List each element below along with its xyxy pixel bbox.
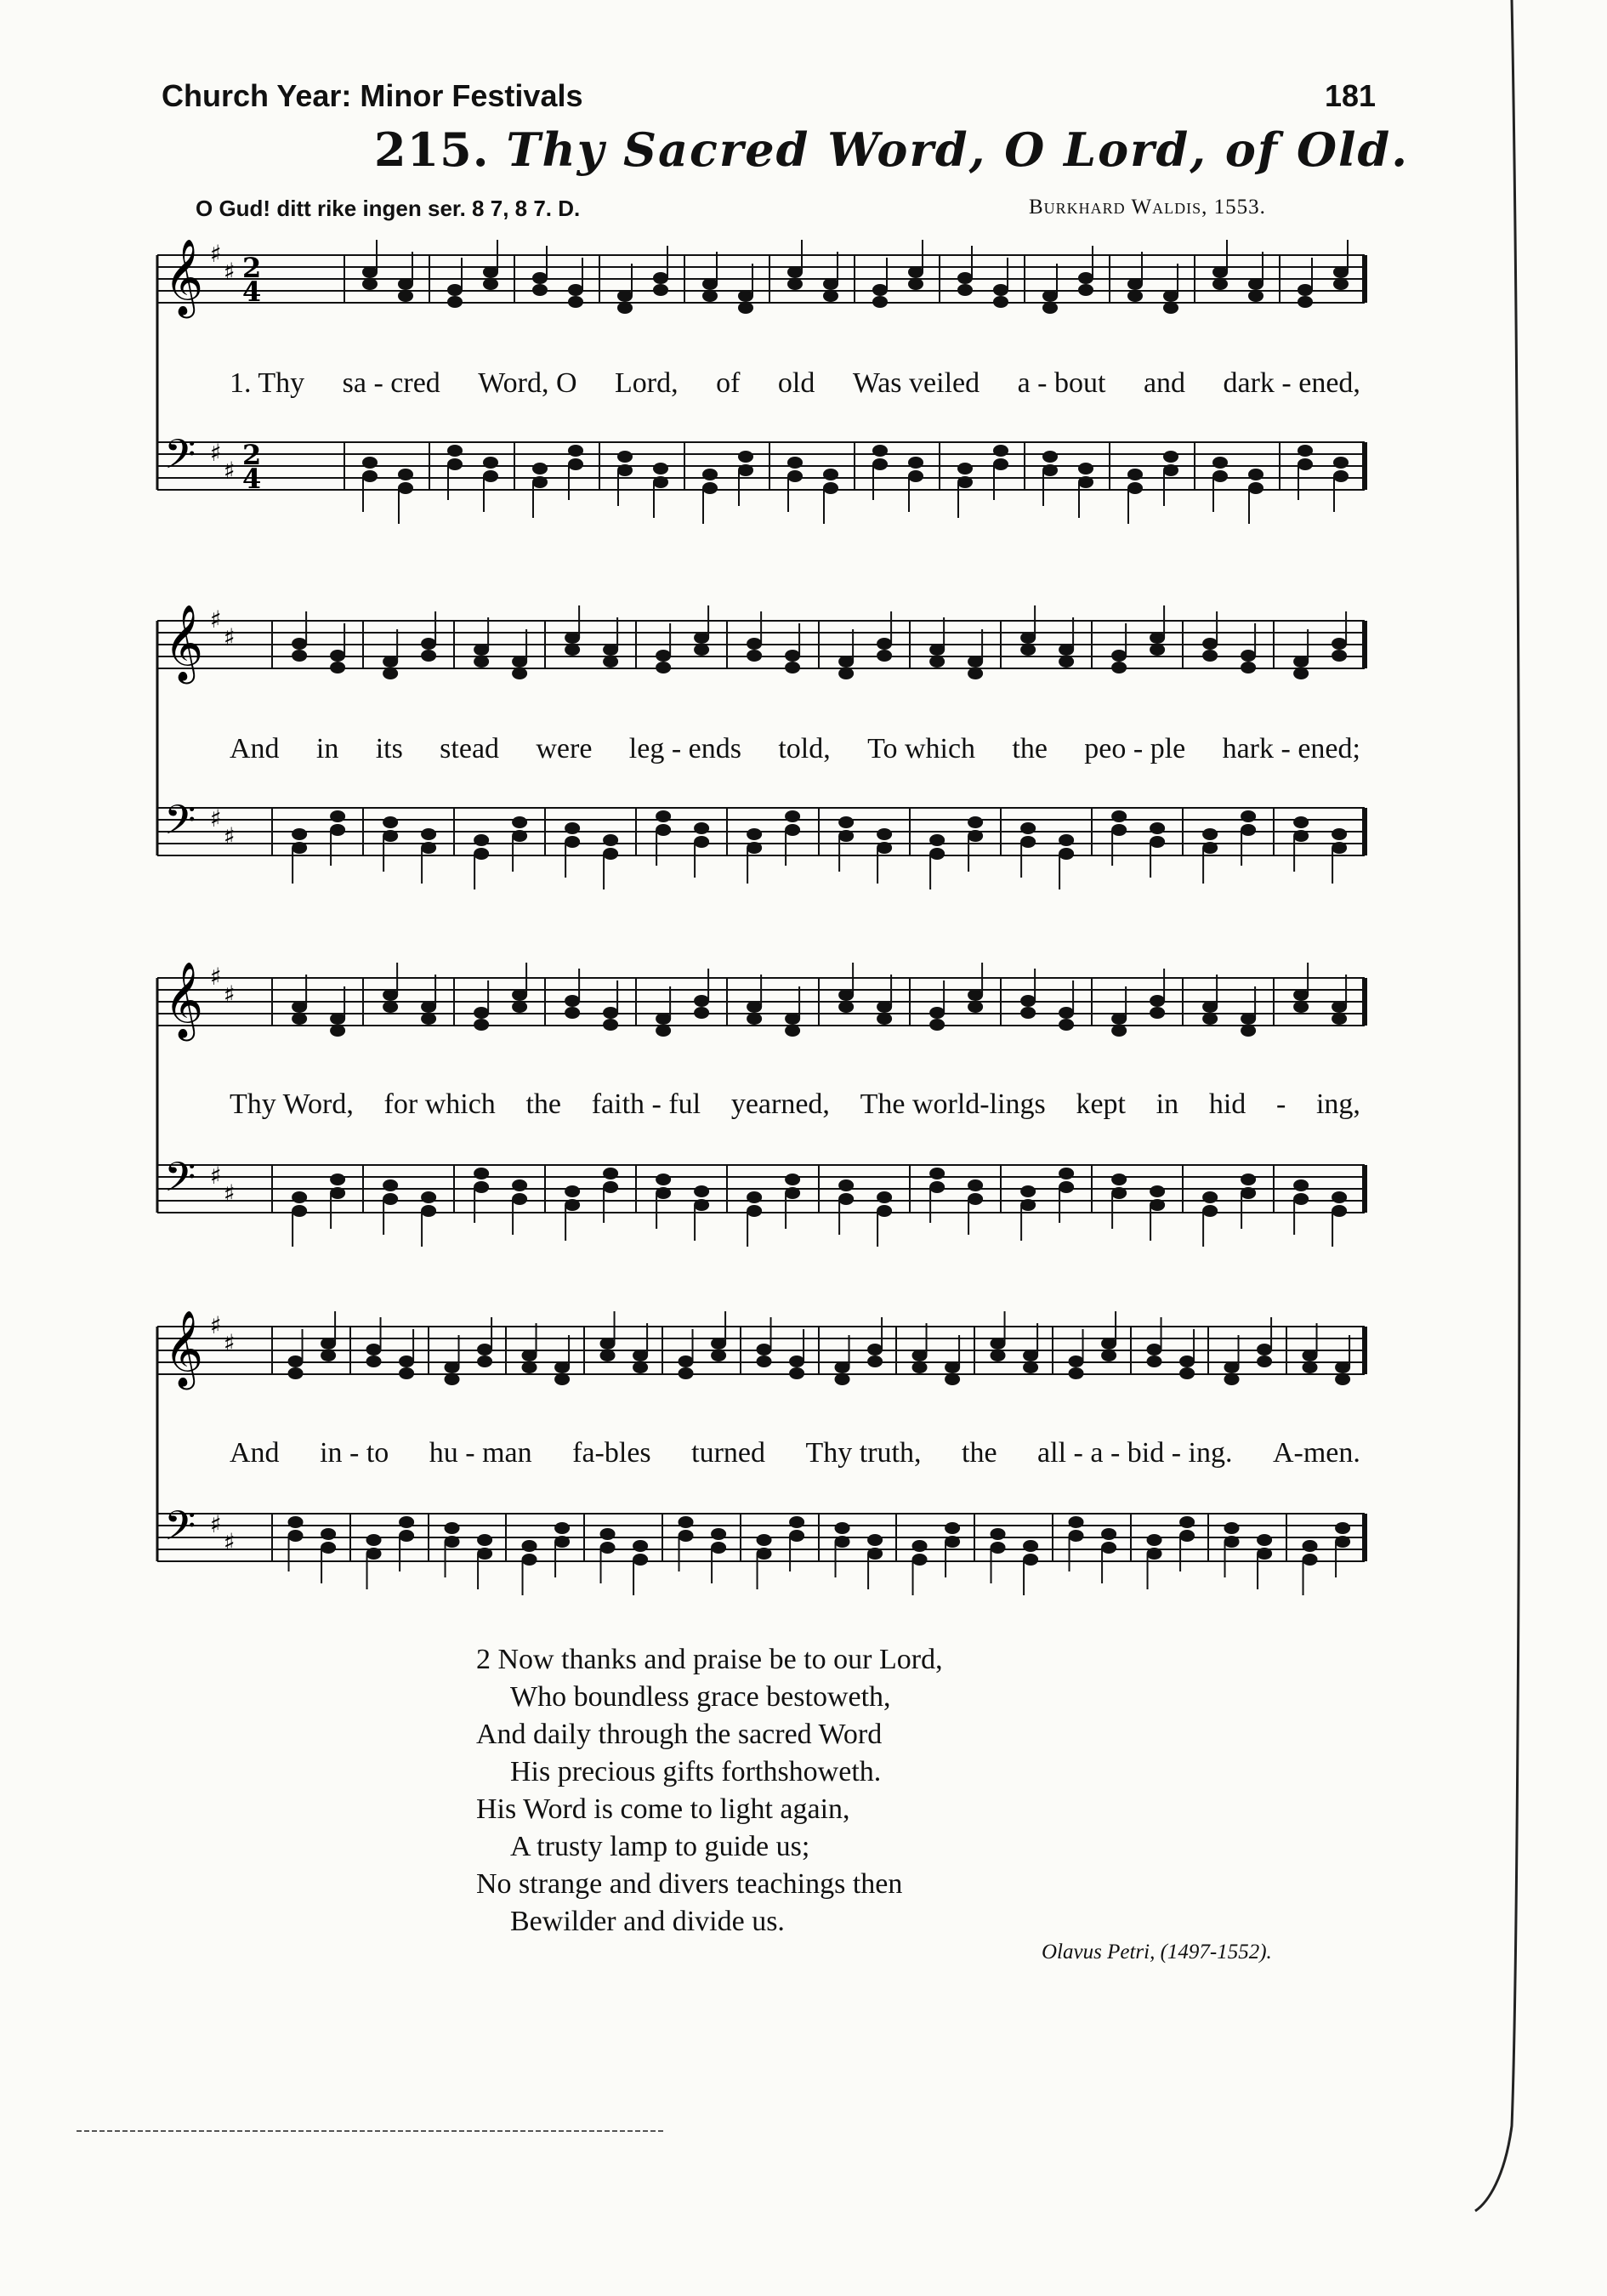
lyric-syllable: in: [315, 733, 339, 764]
sharp-icon: ♯: [224, 980, 236, 1009]
section-header: Church Year: Minor Festivals: [162, 78, 583, 113]
lyric-syllable: yearned,: [730, 1088, 830, 1120]
lyric-syllable: and: [1143, 367, 1186, 399]
lyric-syllable: a - bout: [1017, 367, 1106, 399]
lyric-syllable: fa-bles: [572, 1437, 651, 1469]
lyric-syllable: ing,: [1315, 1088, 1360, 1120]
lyric-syllable: the: [1012, 733, 1048, 764]
treble-clef: 𝄞: [164, 605, 204, 681]
lyric-syllable: peo - ple: [1084, 733, 1186, 764]
lyric-syllable: hid: [1208, 1088, 1246, 1120]
lyric-syllable: of: [716, 367, 741, 399]
lyric-syllable: all - a - bid - ing.: [1037, 1437, 1233, 1469]
lyric-syllable: old: [777, 367, 815, 399]
lyric-syllable: for which: [383, 1088, 496, 1120]
lyric-syllable: Was veiled: [852, 367, 980, 399]
verse-line: Bewilder and divide us.: [510, 1906, 785, 1937]
lyric-syllable: And: [230, 733, 280, 764]
bass-clef: 𝄢: [164, 796, 196, 854]
time-signature-top: 2: [242, 439, 262, 471]
lyric-syllable: the: [525, 1088, 562, 1120]
verse-line: And daily through the sacred Word: [476, 1719, 883, 1750]
lyric-syllable: sa - cred: [342, 367, 440, 399]
verse-line: A trusty lamp to guide us;: [510, 1831, 810, 1862]
tune-name: O Gud! ditt rike ingen ser. 8 7, 8 7. D.: [196, 196, 581, 221]
bass-clef: 𝄢: [164, 1502, 196, 1560]
treble-clef: 𝄞: [164, 1310, 204, 1387]
lyric-syllable: leg - ends: [628, 733, 741, 764]
lyric-syllable: To which: [867, 733, 976, 764]
lyric-syllable: 1. Thy: [230, 367, 305, 399]
sharp-icon: ♯: [224, 457, 236, 485]
sharp-icon: ♯: [210, 439, 222, 467]
lyric-syllable: turned: [691, 1437, 766, 1469]
sharp-icon: ♯: [224, 1329, 236, 1357]
sharp-icon: ♯: [224, 1528, 236, 1556]
lyric-syllable: the: [962, 1437, 997, 1469]
lyric-syllable: were: [536, 733, 593, 764]
hymn-title: Thy Sacred Word, O Lord, of Old.: [506, 122, 1410, 177]
lyric-syllable: Lord,: [615, 367, 679, 399]
sharp-icon: ♯: [210, 963, 222, 991]
lyric-syllable: The world-lings: [860, 1088, 1046, 1120]
composer-credit: Burkhard Waldis, 1553.: [1029, 196, 1266, 219]
sharp-icon: ♯: [224, 1179, 236, 1208]
sharp-icon: ♯: [210, 1162, 222, 1190]
bass-clef: 𝄢: [164, 1153, 196, 1211]
lyric-syllable: hu - man: [429, 1437, 532, 1469]
lyric-syllable: stead: [440, 733, 500, 764]
lyric-syllable: hark - ened;: [1222, 733, 1360, 764]
treble-clef: 𝄞: [164, 962, 204, 1038]
lyric-syllable: -: [1275, 1088, 1286, 1120]
time-signature-bottom: 4: [242, 276, 262, 308]
sharp-icon: ♯: [224, 623, 236, 651]
lyric-syllable: Word, O: [478, 367, 577, 399]
sharp-icon: ♯: [210, 1311, 222, 1339]
sharp-icon: ♯: [210, 240, 222, 268]
lyric-syllable: Thy Word,: [230, 1088, 354, 1120]
lyric-syllable: its: [375, 733, 403, 764]
translator-credit: Olavus Petri, (1497-1552).: [1042, 1941, 1272, 1964]
lyric-syllable: faith - ful: [591, 1088, 701, 1120]
lyric-syllable: dark - ened,: [1223, 367, 1360, 399]
verse-line: His precious gifts forthshoweth.: [510, 1756, 882, 1787]
page-number: 181: [1325, 78, 1377, 113]
verse-line: No strange and divers teachings then: [476, 1868, 903, 1900]
lyric-syllable: told,: [778, 733, 831, 764]
hymn-number: 215.: [374, 122, 490, 177]
sharp-icon: ♯: [210, 1510, 222, 1538]
lyric-syllable: in: [1156, 1088, 1179, 1120]
lyric-syllable: Thy truth,: [805, 1437, 922, 1469]
lyric-syllable: in - to: [320, 1437, 389, 1469]
time-signature-bottom: 4: [242, 463, 262, 495]
sharp-icon: ♯: [224, 822, 236, 850]
lyric-syllable: And: [230, 1437, 280, 1469]
verse-line: His Word is come to light again,: [476, 1793, 850, 1825]
verse-line: 2 Now thanks and praise be to our Lord,: [476, 1644, 943, 1675]
sharp-icon: ♯: [210, 605, 222, 634]
sharp-icon: ♯: [210, 804, 222, 833]
treble-clef: 𝄞: [164, 239, 204, 315]
lyric-syllable: A-men.: [1272, 1437, 1360, 1469]
verse-line: Who boundless grace bestoweth,: [510, 1681, 891, 1713]
time-signature-top: 2: [242, 252, 262, 284]
bass-clef: 𝄢: [164, 430, 196, 488]
lyric-syllable: kept: [1076, 1088, 1126, 1120]
sharp-icon: ♯: [224, 258, 236, 286]
